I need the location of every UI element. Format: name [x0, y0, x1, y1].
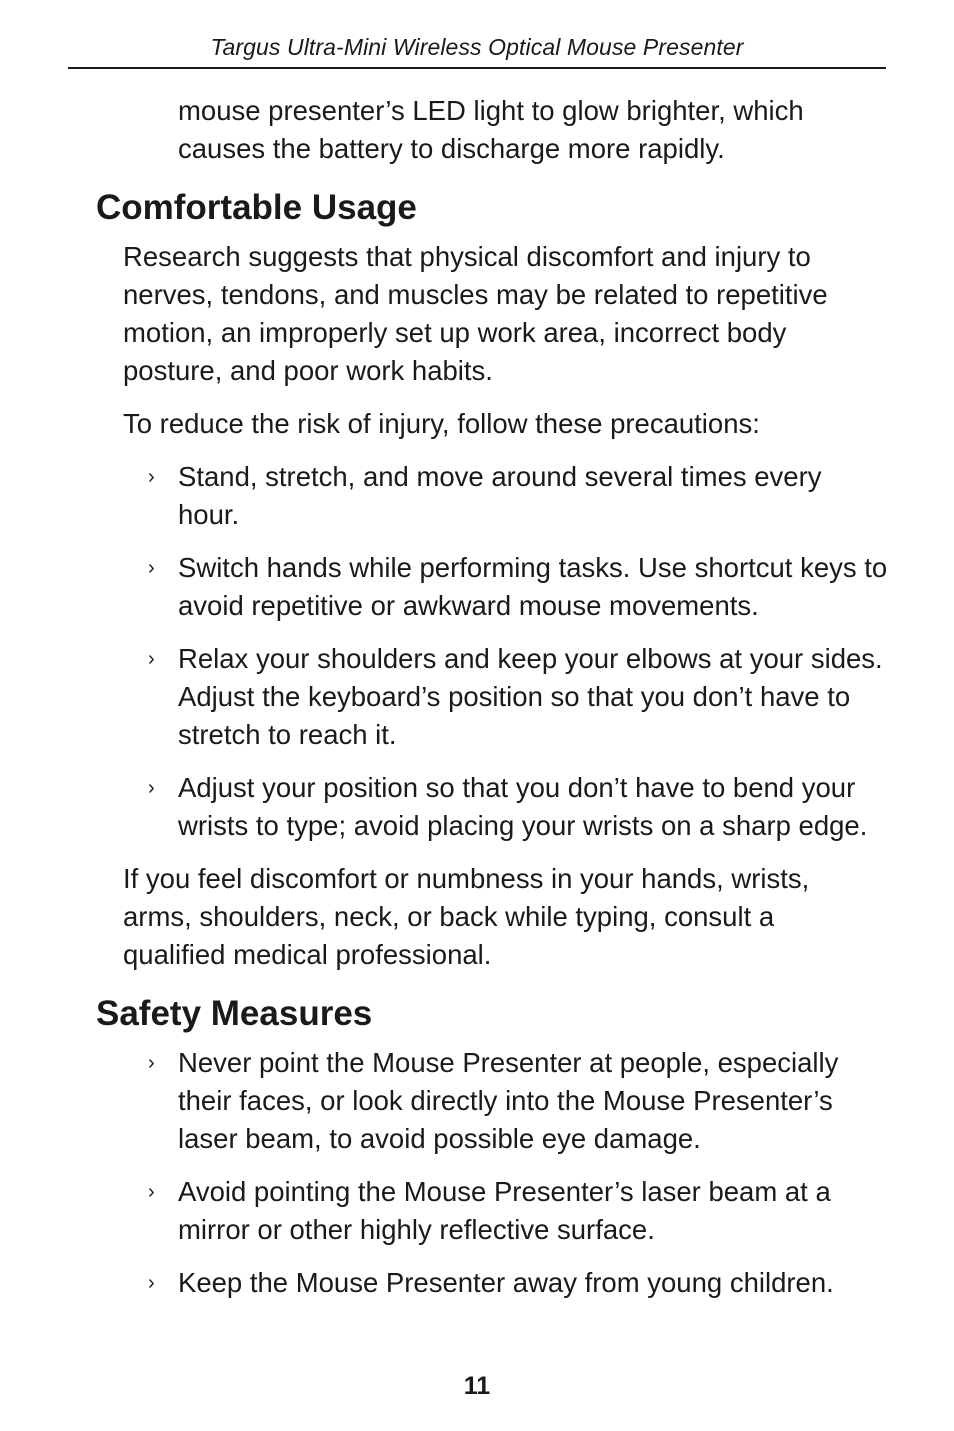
comfortable-usage-lead: To reduce the risk of injury, follow these precautions:	[123, 408, 760, 439]
list-item	[0, 1173, 888, 1249]
comfortable-usage-intro: Research suggests that physical discomfort and injury to nerves, tendons, and muscles may be related to repetitive motion, an improperly set up work area, incorrect body posture, and poor work habits.	[123, 241, 828, 386]
list-item-text: Stand, stretch, and move around several times every hour.	[178, 461, 822, 530]
list-item-text: Adjust your position so that you don’t have to bend your wrists to type; avoid placing your wrists on a sharp edge.	[178, 772, 868, 841]
bullet-chevron-icon: ›	[148, 1181, 155, 1203]
bullet-chevron-icon: ›	[148, 466, 155, 488]
bullet-chevron-icon: ›	[148, 1272, 155, 1294]
section-heading-safety-measures: Safety Measures	[96, 994, 373, 1033]
list-item	[0, 1044, 888, 1158]
list-item-text: Relax your shoulders and keep your elbows at your sides. Adjust the keyboard’s position so that you don’t have to stretch to reach it.	[178, 643, 883, 750]
precautions-list	[0, 458, 954, 845]
list-item	[0, 1264, 888, 1302]
continued-paragraph: mouse presenter’s LED light to glow brighter, which causes the battery to discharge more rapidly.	[178, 95, 804, 164]
comfortable-usage-closing: If you feel discomfort or numbness in your hands, wrists, arms, shoulders, neck, or back while typing, consult a qualified medical professional.	[123, 863, 810, 970]
list-item	[0, 458, 888, 534]
list-item-text: Switch hands while performing tasks. Use shortcut keys to avoid repetitive or awkward mouse movements.	[178, 552, 888, 621]
bullet-chevron-icon: ›	[148, 777, 155, 799]
list-item-text: Avoid pointing the Mouse Presenter’s laser beam at a mirror or other highly reflective surface.	[178, 1176, 831, 1245]
bullet-chevron-icon: ›	[148, 557, 155, 579]
list-item-text: Keep the Mouse Presenter away from young children.	[178, 1267, 834, 1298]
bullet-chevron-icon: ›	[148, 1052, 155, 1074]
section-heading-comfortable-usage: Comfortable Usage	[96, 188, 417, 227]
header-rule	[68, 67, 886, 69]
list-item	[0, 549, 888, 625]
safety-list	[0, 1044, 954, 1302]
list-item-text: Never point the Mouse Presenter at people, especially their faces, or look directly into the Mouse Presenter’s laser beam, to avoid possible eye damage.	[178, 1047, 839, 1154]
running-header: Targus Ultra-Mini Wireless Optical Mouse Presenter	[210, 34, 744, 60]
page-content	[0, 92, 954, 1302]
bullet-chevron-icon: ›	[148, 648, 155, 670]
page-number: 11	[463, 1372, 491, 1400]
list-item	[0, 640, 888, 754]
list-item	[0, 769, 888, 845]
